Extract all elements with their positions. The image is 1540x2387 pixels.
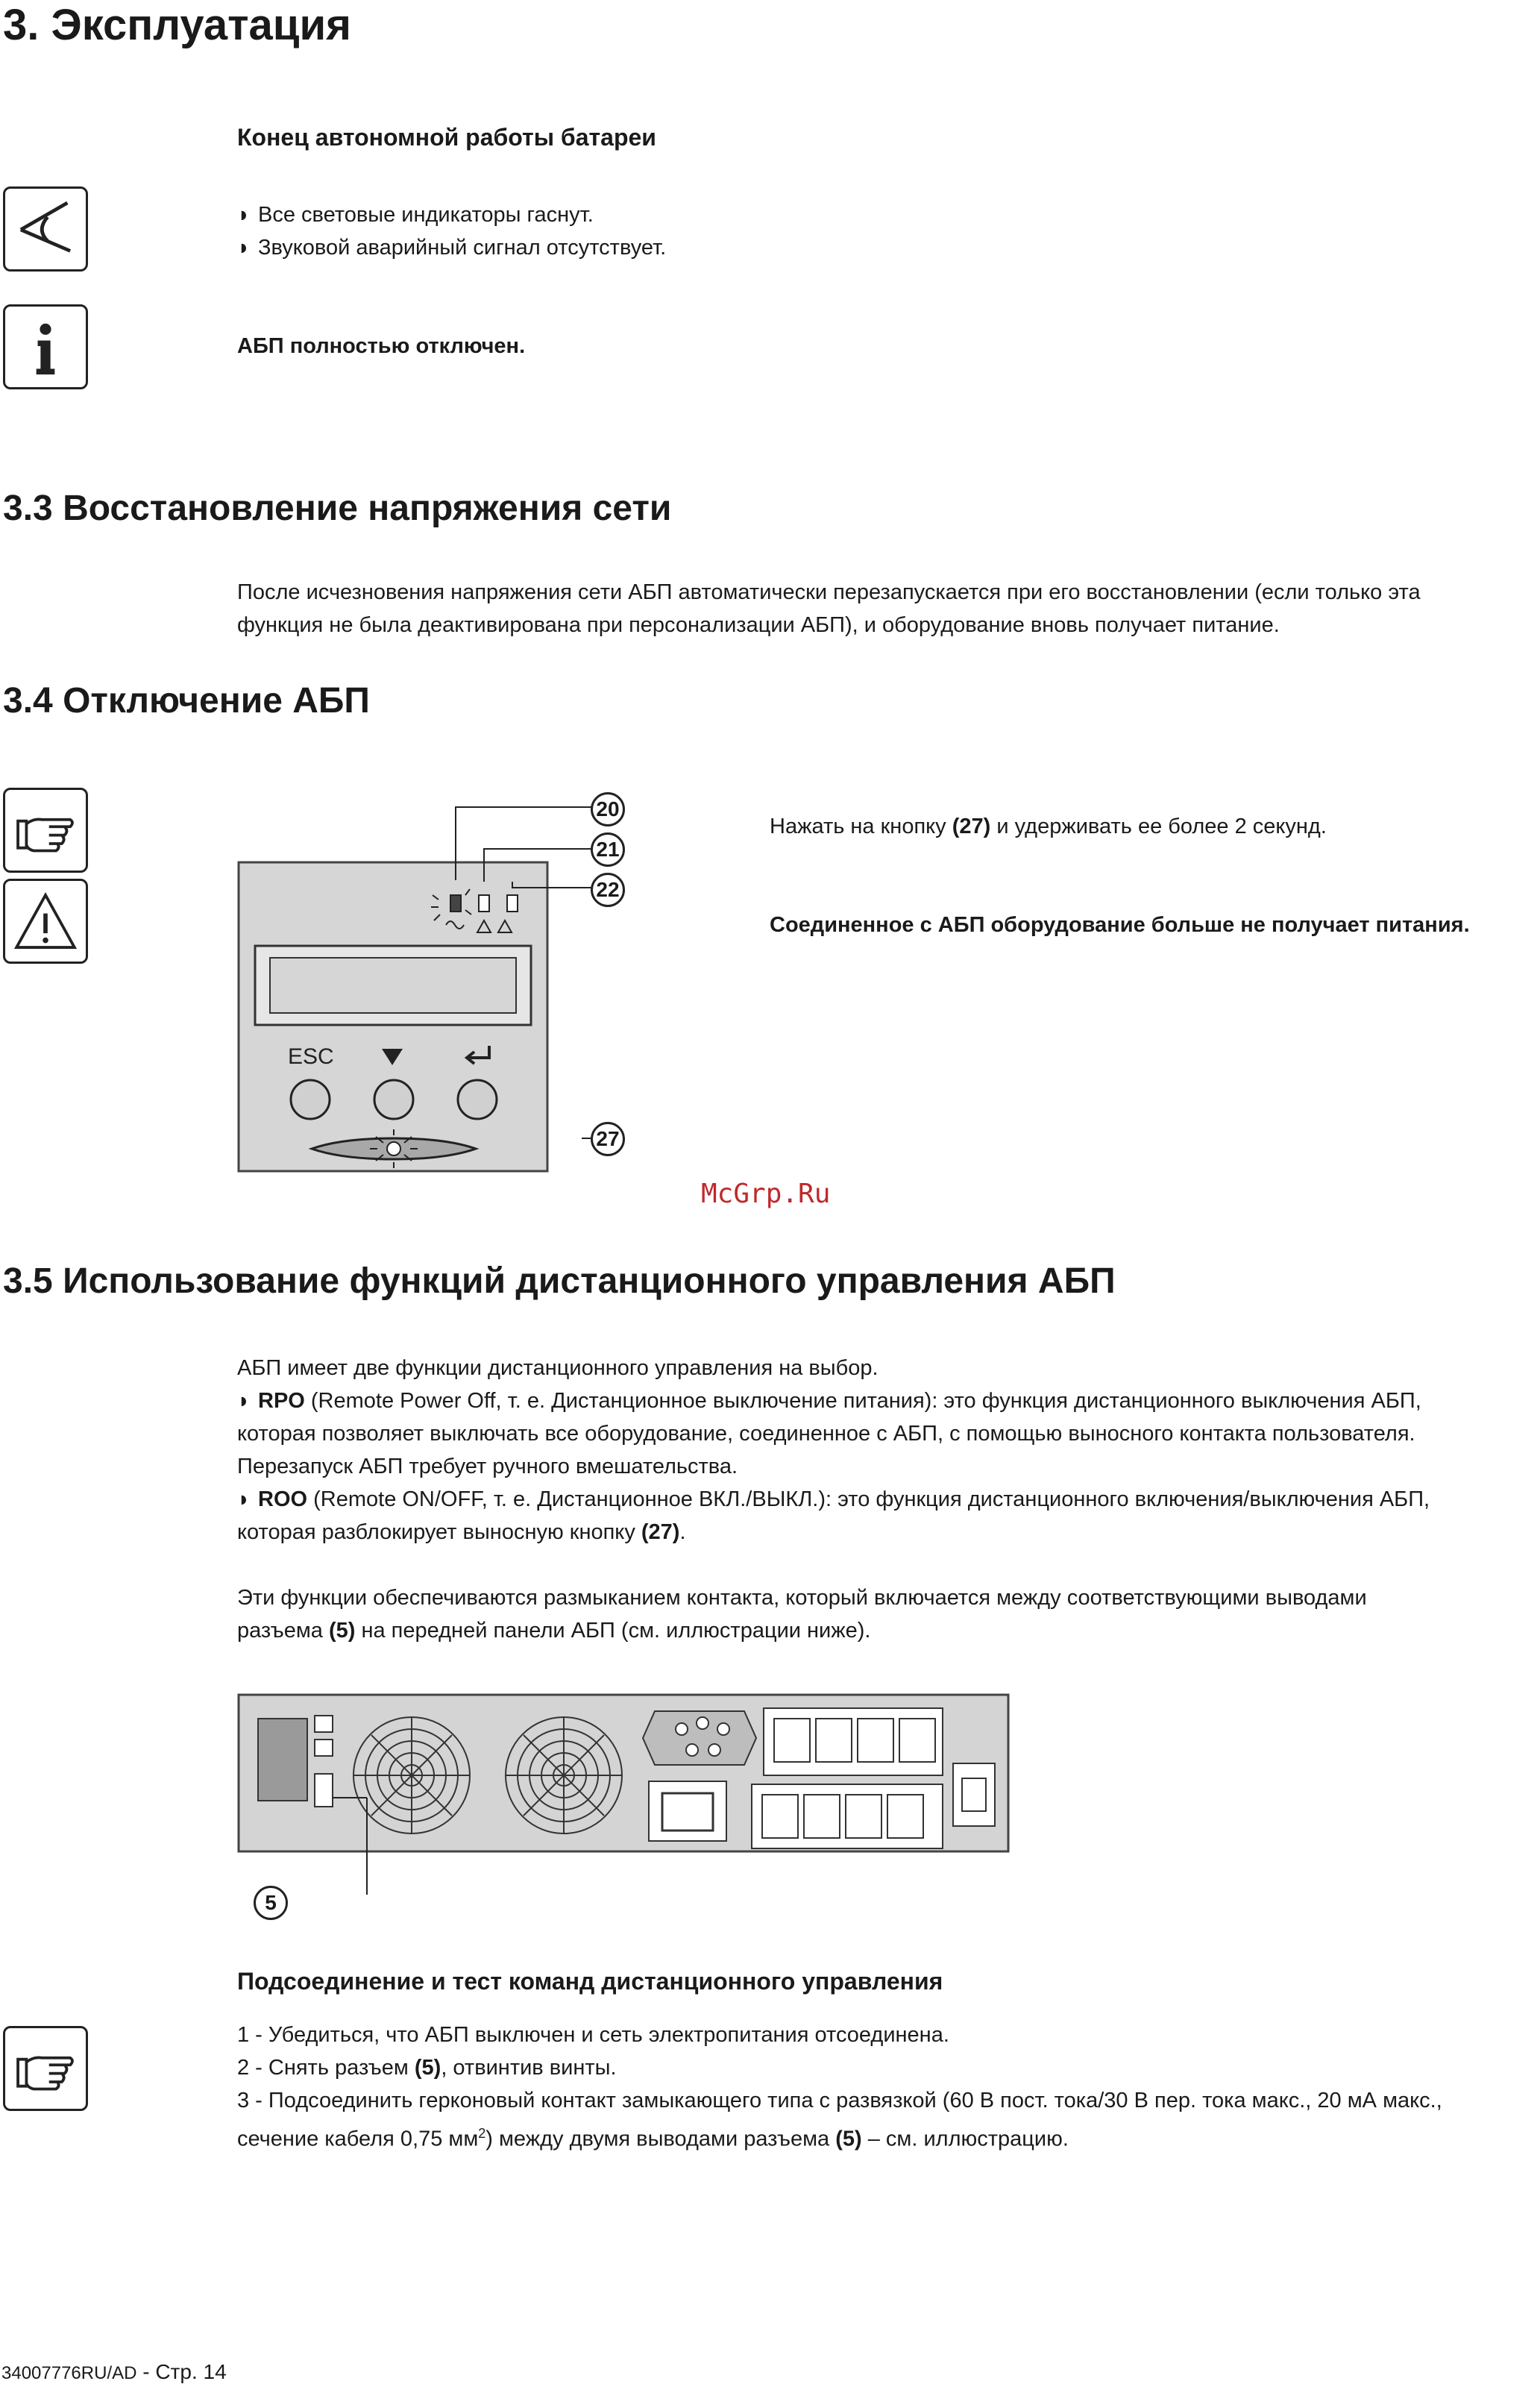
hand-pointing-icon bbox=[3, 2026, 88, 2111]
section-3-3-text: После исчезновения напряжения сети АБП автоматически перезапускается при его восстановлении (если только эта функция не была деактивирована при персонализации АБП), и оборудование вновь получает питание. bbox=[237, 580, 1421, 637]
callout-27: 27 bbox=[591, 1122, 625, 1156]
ups-off-note: АБП полностью отключен. bbox=[237, 334, 526, 358]
list-item: 1 - Убедиться, что АБП выключен и сеть электропитания отсоединена. bbox=[237, 2023, 949, 2047]
list-item: 3 - Подсоединить герконовый контакт замыкающего типа с развязкой (60 В пост. тока/30 В пер. тока макс., 20 мА макс., bbox=[237, 2089, 1442, 2112]
section-3-4-title: 3.4 Отключение АБП bbox=[3, 681, 370, 721]
esc-label: ESC bbox=[288, 1044, 334, 1069]
rear-panel-illustration bbox=[237, 1693, 1010, 1917]
doc-code: 34007776RU/AD bbox=[1, 2363, 137, 2383]
eye-icon bbox=[3, 186, 88, 272]
esc-button bbox=[291, 1080, 330, 1119]
shutdown-instruction: Нажать на кнопку (27) и удерживать ее более 2 секунд. bbox=[770, 815, 1327, 838]
connection-steps bbox=[237, 2019, 1535, 2156]
warning-icon bbox=[3, 879, 88, 964]
page-title: 3. Эксплуатация bbox=[3, 1, 351, 49]
section-3-3-title: 3.3 Восстановление напряжения сети bbox=[3, 489, 672, 528]
section-3-5-title: 3.5 Использование функций дистанционного управления АБП bbox=[3, 1261, 1116, 1301]
shutdown-result: Соединенное с АБП оборудование больше не получает питания. bbox=[770, 913, 1470, 937]
list-item: 2 - Снять разъем (5), отвинтив винты. bbox=[237, 2056, 617, 2080]
info-icon bbox=[3, 304, 88, 389]
watermark: McGrp.Ru bbox=[701, 1179, 831, 1209]
end-battery-heading: Конец автономной работы батареи bbox=[237, 124, 656, 151]
callout-20: 20 bbox=[591, 792, 625, 826]
list-item: ◗ Звуковой аварийный сигнал отсутствует. bbox=[237, 236, 667, 260]
callout-21: 21 bbox=[591, 832, 625, 867]
page-footer bbox=[1, 2360, 227, 2384]
callout-5: 5 bbox=[254, 1886, 288, 1920]
bullet-list bbox=[237, 198, 666, 264]
section-3-5-text: АБП имеет две функции дистанционного управления на выбор. ◗ RPO (Remote Power Off, т. е. Дистанционное выключение питания): это функция дистанционного выключения АБП, которая позволяет выключать все оборудование, соединенное с АБП, с помощью выносного контакта пользователя. Перезапуск АБП требует ручного вмешательства. ◗ ROO (Remote ON/OFF, т. е. Дистанционное ВКЛ./ВЫКЛ.): это функция дистанционного включения/выключения АБП, которая разблокирует выносную кнопку (27). Эти функции обеспечиваются размыканием контакта, который включается между соответствующими выводами разъема (5) на передней панели АБП (см. иллюстрации ниже). bbox=[237, 1356, 1430, 1643]
list-item: ◗ Все световые индикаторы гаснут. bbox=[237, 203, 594, 227]
connection-heading: Подсоединение и тест команд дистанционного управления bbox=[237, 1968, 943, 1995]
callout-22: 22 bbox=[591, 873, 625, 907]
down-button bbox=[374, 1080, 413, 1119]
connector-5 bbox=[315, 1774, 333, 1807]
hand-pointing-icon bbox=[3, 788, 88, 873]
list-item: сечение кабеля 0,75 $мм^2$) между двумя выводами разъема (5) – см. иллюстрацию. bbox=[237, 2126, 1069, 2151]
page-number: - Стр. 14 bbox=[136, 2360, 227, 2383]
